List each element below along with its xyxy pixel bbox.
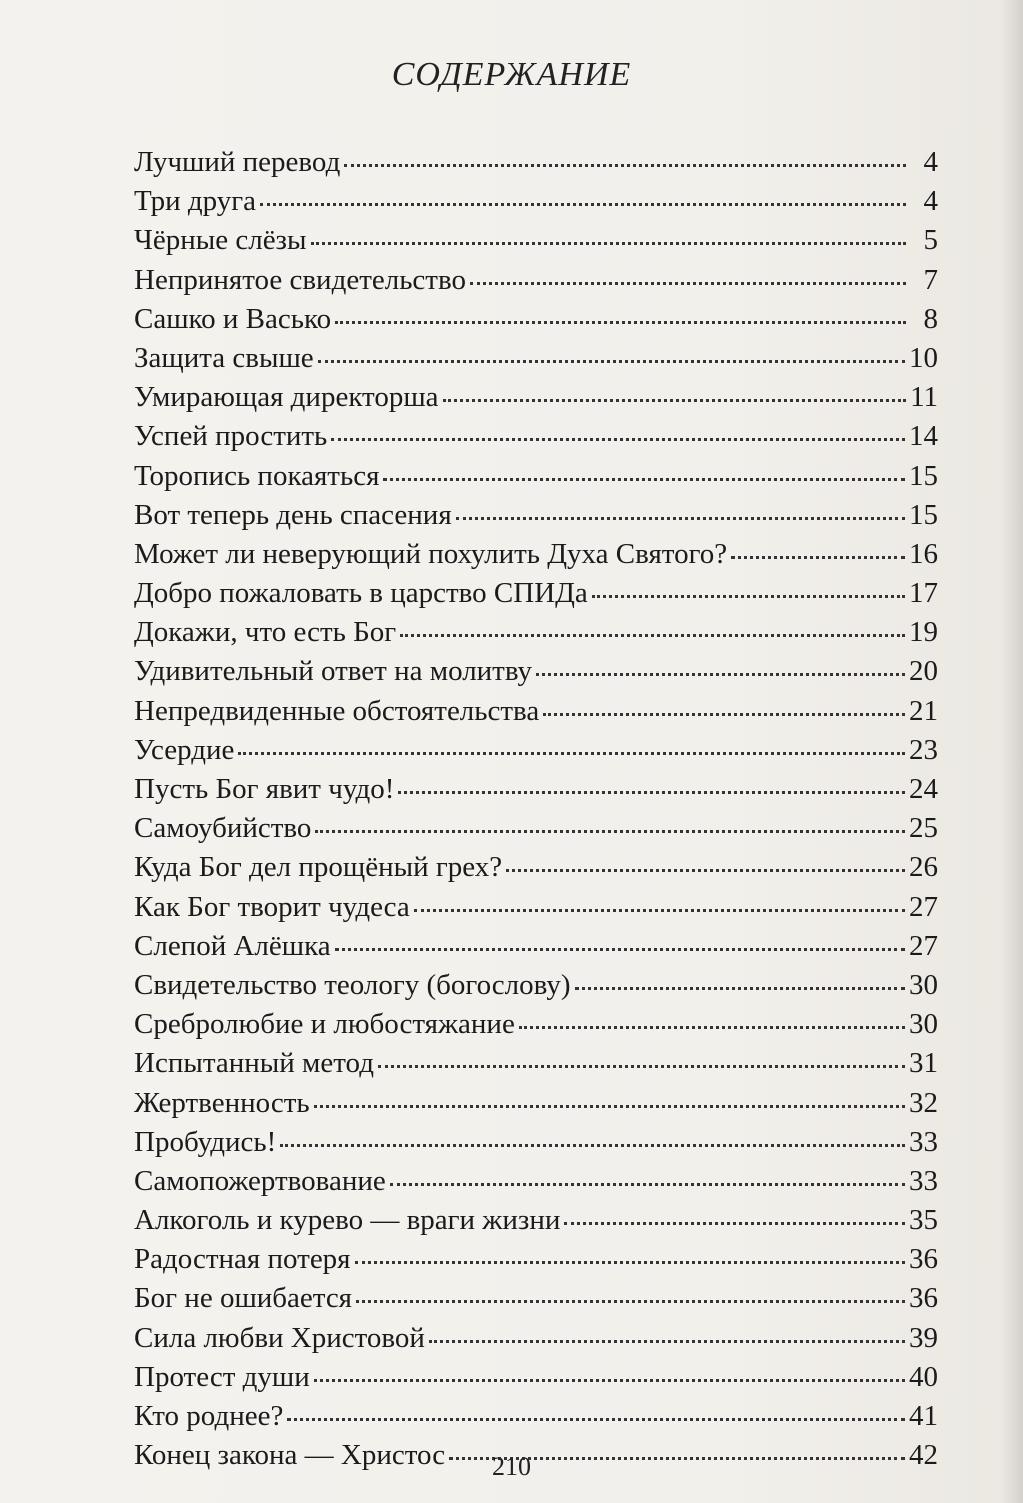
toc-entry-page: 41	[909, 1400, 938, 1432]
toc-entry-page: 39	[909, 1321, 938, 1354]
toc-entry-title: Радостная потеря	[134, 1243, 351, 1276]
toc-entry-title: Лучший перевод	[134, 146, 341, 178]
dot-leader	[315, 830, 905, 833]
toc-entry-page: 19	[909, 616, 938, 649]
toc-entry-page: 25	[909, 812, 938, 845]
dot-leader	[429, 1340, 905, 1343]
dot-leader	[335, 948, 905, 951]
toc-entry	[134, 496, 938, 535]
toc-entry-page: 30	[909, 968, 938, 1001]
dot-leader	[575, 987, 905, 990]
toc-entry	[134, 574, 938, 613]
toc-entry-title: Как Бог творит чудеса	[134, 890, 410, 923]
page-number: 210	[492, 1452, 531, 1481]
dot-leader	[543, 713, 905, 716]
toc-entry	[134, 652, 938, 691]
toc-entry-title: Конец закона — Христос	[134, 1439, 446, 1472]
toc-entry	[134, 1397, 938, 1436]
toc-entry	[134, 770, 938, 809]
dot-leader	[318, 360, 905, 363]
page-edge-shadow	[1001, 0, 1023, 1503]
dot-leader	[414, 909, 905, 912]
toc-entry	[134, 966, 938, 1005]
toc-entry	[134, 848, 938, 887]
toc-entry	[134, 692, 938, 731]
toc-entry	[134, 1240, 938, 1279]
toc-entry	[134, 1044, 938, 1083]
table-of-contents	[134, 143, 938, 1475]
toc-entry-title: Сребролюбие и любостяжание	[134, 1008, 515, 1041]
dot-leader	[400, 634, 905, 637]
toc-entry	[134, 1201, 938, 1240]
toc-entry-title: Умирающая директорша	[134, 381, 439, 414]
dot-leader	[238, 752, 905, 755]
toc-entry	[134, 417, 938, 456]
toc-entry-title: Три друга	[134, 185, 257, 218]
toc-entry-title: Свидетельство теологу (богослову)	[134, 968, 571, 1001]
toc-entry-page: 21	[909, 694, 938, 727]
toc-entry-page: 24	[909, 773, 938, 805]
toc-entry-page: 35	[909, 1204, 938, 1237]
toc-entry-title: Непринятое свидетельство	[134, 263, 466, 296]
dot-leader	[592, 595, 905, 598]
toc-entry	[134, 613, 938, 652]
dot-leader	[731, 556, 905, 559]
dot-leader	[356, 1300, 905, 1303]
toc-entry-page: 42	[909, 1439, 938, 1472]
toc-entry	[134, 888, 938, 927]
toc-entry-page: 36	[909, 1243, 938, 1276]
toc-entry	[134, 261, 938, 300]
toc-entry-title: Бог не ошибается	[134, 1282, 353, 1315]
toc-entry-page: 15	[909, 498, 938, 531]
dot-leader	[564, 1222, 905, 1225]
toc-entry-page: 14	[909, 420, 938, 453]
toc-entry-title: Успей простить	[134, 420, 328, 453]
toc-entry-page: 8	[923, 302, 938, 335]
toc-entry	[134, 143, 938, 182]
toc-entry-page: 4	[923, 146, 938, 178]
dot-leader	[470, 282, 906, 285]
dot-leader	[344, 164, 906, 167]
toc-entry-title: Добро пожаловать в царство СПИДа	[134, 577, 588, 610]
dot-leader	[456, 517, 905, 520]
toc-entry-title: Пробудись!	[134, 1125, 277, 1158]
toc-entry	[134, 457, 938, 496]
toc-entry-page: 7	[923, 263, 938, 296]
toc-entry	[134, 1358, 938, 1397]
toc-entry-title: Самопожертвование	[134, 1164, 386, 1197]
toc-entry-page: 11	[910, 381, 938, 414]
toc-entry-title: Куда Бог дел прощёный грех?	[134, 851, 503, 884]
dot-leader	[378, 1065, 905, 1068]
dot-leader	[536, 673, 905, 676]
toc-entry-title: Сила любви Христовой	[134, 1321, 425, 1354]
dot-leader	[519, 1026, 905, 1029]
toc-entry-title: Алкоголь и курево — враги жизни	[134, 1204, 561, 1237]
toc-entry-title: Торопись покаяться	[134, 459, 380, 492]
toc-entry-page: 10	[909, 341, 938, 374]
toc-entry-page: 15	[909, 459, 938, 492]
dot-leader	[331, 438, 905, 441]
dot-leader	[506, 869, 905, 872]
toc-entry-page: 5	[923, 224, 938, 257]
toc-entry-title: Удивительный ответ на молитву	[134, 655, 533, 688]
toc-entry-page: 17	[909, 577, 938, 610]
toc-entry	[134, 339, 938, 378]
toc-entry	[134, 1005, 938, 1044]
toc-entry-page: 20	[909, 655, 938, 688]
toc-entry	[134, 1319, 938, 1358]
toc-entry-title: Самоубийство	[134, 812, 312, 845]
toc-entry-page: 30	[909, 1008, 938, 1041]
dot-leader	[383, 478, 905, 481]
dot-leader	[280, 1144, 905, 1147]
toc-entry-title: Сашко и Васько	[134, 302, 332, 335]
toc-entry-page: 16	[909, 537, 938, 570]
dot-leader	[314, 1105, 905, 1108]
toc-entry-page: 23	[909, 733, 938, 766]
toc-entry-title: Усердие	[134, 733, 235, 766]
dot-leader	[398, 791, 905, 794]
toc-entry-title: Вот теперь день спасения	[134, 498, 452, 531]
toc-entry	[134, 1279, 938, 1318]
dot-leader	[390, 1183, 905, 1186]
toc-entry-page: 36	[909, 1282, 938, 1315]
toc-entry-title: Защита свыше	[134, 341, 314, 374]
toc-entry	[134, 535, 938, 574]
dot-leader	[260, 203, 906, 206]
toc-entry-title: Пусть Бог явит чудо!	[134, 773, 395, 805]
toc-entry	[134, 809, 938, 848]
toc-entry	[134, 300, 938, 339]
toc-entry	[134, 731, 938, 770]
toc-entry-title: Испытанный метод	[134, 1047, 374, 1080]
toc-entry	[134, 1123, 938, 1162]
toc-entry-title: Кто роднее?	[134, 1400, 284, 1432]
toc-entry-title: Непредвиденные обстоятельства	[134, 694, 540, 727]
toc-entry-page: 33	[909, 1125, 938, 1158]
dot-leader	[314, 1379, 905, 1382]
toc-entry-title: Может ли неверующий похулить Духа Святого?	[134, 537, 728, 570]
toc-entry-page: 4	[923, 185, 938, 218]
contents-heading: СОДЕРЖАНИЕ	[391, 56, 632, 93]
toc-entry-page: 27	[909, 929, 938, 962]
toc-entry	[134, 221, 938, 260]
dot-leader	[355, 1261, 905, 1264]
toc-entry-page: 27	[909, 890, 938, 923]
toc-entry-page: 31	[909, 1047, 938, 1080]
toc-entry	[134, 1084, 938, 1123]
toc-entry-title: Слепой Алёшка	[134, 929, 331, 962]
toc-entry	[134, 927, 938, 966]
dot-leader	[443, 399, 906, 402]
dot-leader	[311, 242, 907, 245]
toc-entry-title: Докажи, что есть Бог	[134, 616, 397, 649]
toc-entry-page: 33	[909, 1164, 938, 1197]
dot-leader	[287, 1418, 905, 1421]
toc-entry	[134, 378, 938, 417]
toc-entry-page: 32	[909, 1086, 938, 1119]
toc-entry-title: Жертвенность	[134, 1086, 310, 1119]
toc-entry	[134, 1162, 938, 1201]
toc-entry-page: 40	[909, 1360, 938, 1393]
toc-entry	[134, 182, 938, 221]
toc-entry-title: Протест души	[134, 1360, 310, 1393]
toc-entry-title: Чёрные слёзы	[134, 224, 307, 257]
toc-entry-page: 26	[909, 851, 938, 884]
dot-leader	[335, 321, 906, 324]
